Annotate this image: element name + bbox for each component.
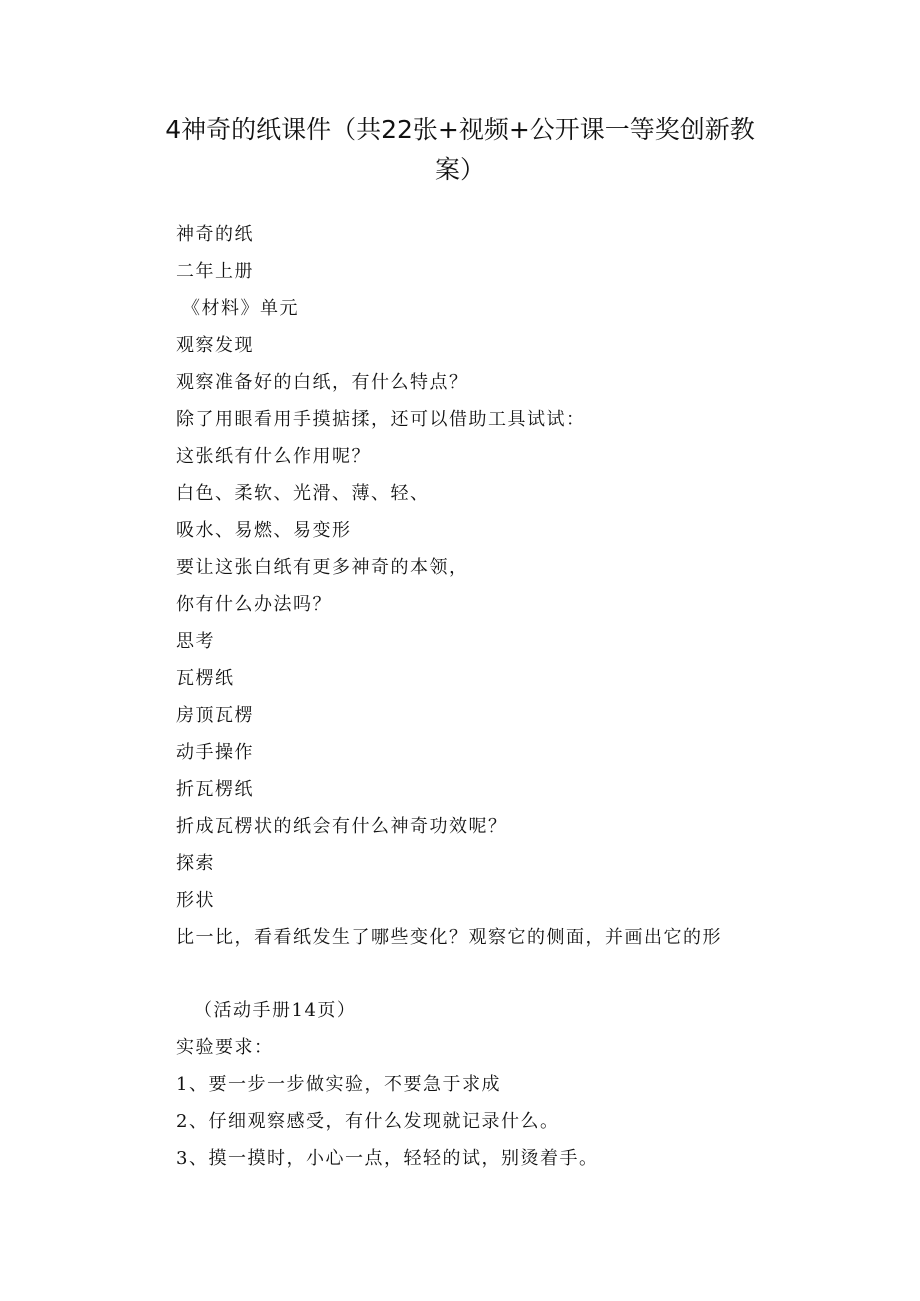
text-line: 3、摸一摸时，小心一点，轻轻的试，别烫着手。 bbox=[176, 1148, 599, 1169]
text-line: 实验要求： bbox=[176, 1037, 274, 1058]
text-line: 二年上册 bbox=[176, 261, 254, 282]
text-line: 探索 bbox=[176, 853, 215, 874]
document-body bbox=[176, 220, 796, 1181]
text-line: 你有什么办法吗？ bbox=[176, 594, 332, 615]
text-line: 吸水、易燃、易变形 bbox=[176, 520, 352, 541]
text-line: 要让这张白纸有更多神奇的本领， bbox=[176, 557, 469, 578]
text-line: 观察准备好的白纸，有什么特点？ bbox=[176, 372, 469, 393]
text-line: （活动手册14页） bbox=[194, 1000, 357, 1021]
text-line: 比一比，看看纸发生了哪些变化？观察它的侧面，并画出它的形 bbox=[176, 927, 722, 948]
text-line: 形状 bbox=[176, 890, 215, 911]
text-line: 动手操作 bbox=[176, 742, 254, 763]
text-line: 观察发现 bbox=[176, 335, 254, 356]
text-line: 1、要一步一步做实验，不要急于求成 bbox=[176, 1074, 501, 1095]
document-title: 4神奇的纸课件（共22张+视频+公开课一等奖创新教案） bbox=[165, 115, 755, 184]
text-line: 2、仔细观察感受，有什么发现就记录什么。 bbox=[176, 1111, 560, 1132]
text-line: 房顶瓦楞 bbox=[176, 705, 254, 726]
text-line: 这张纸有什么作用呢？ bbox=[176, 446, 371, 467]
text-line: 思考 bbox=[176, 631, 215, 652]
text-line: 神奇的纸 bbox=[176, 224, 254, 245]
text-line: 折瓦楞纸 bbox=[176, 779, 254, 800]
text-line: 折成瓦楞状的纸会有什么神奇功效呢？ bbox=[176, 816, 508, 837]
text-line: 白色、柔软、光滑、薄、轻、 bbox=[176, 483, 430, 504]
text-line: 瓦楞纸 bbox=[176, 668, 235, 689]
text-line: 除了用眼看用手摸掂揉，还可以借助工具试试： bbox=[176, 409, 586, 430]
text-line: 《材料》单元 bbox=[182, 298, 299, 319]
